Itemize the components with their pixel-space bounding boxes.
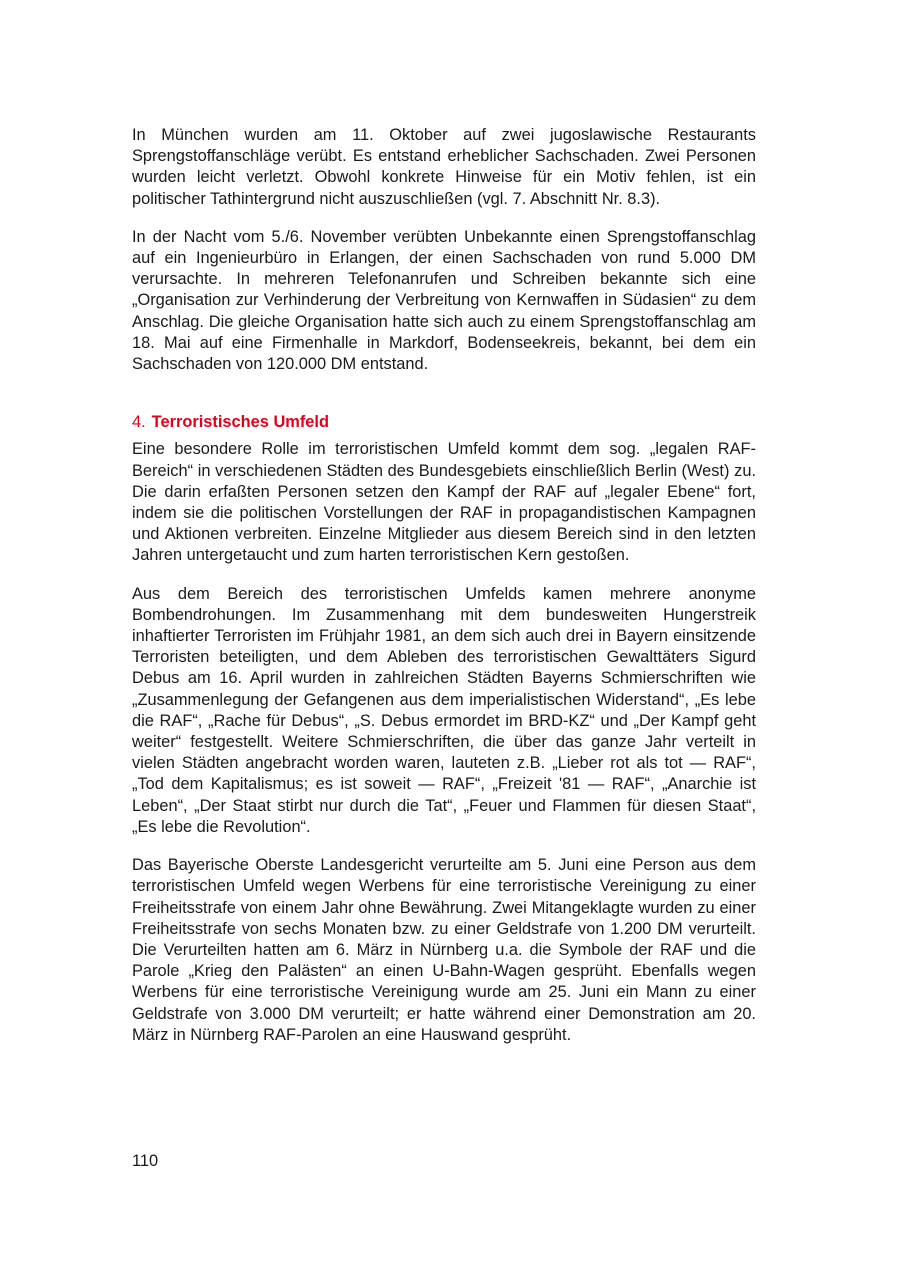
paragraph-erlangen-attack: In der Nacht vom 5./6. November verübten Unbekannte einen Sprengstoffanschlag auf ein Ingenieurbüro in Erlangen, der einen Sachschaden von rund 5.000 DM verursachte. In mehreren Telefonanrufen und Schreiben bekannte sich eine „Organisation zur Verhinderung der Verbreitung von Kernwaffen in Südasien“ zu dem Anschlag. Die gleiche Organisation hatte sich auch zu einem Sprengstoffanschlag am 18. Mai auf eine Firmenhalle in Markdorf, Bodenseekreis, bekannt, bei dem ein Sachschaden von 120.000 DM entstand. bbox=[132, 227, 756, 374]
paragraph-legal-raf-area: Eine besondere Rolle im terroristischen Umfeld kommt dem sog. „legalen RAF-Bereich“ in verschiedenen Städten des Bundesgebiets einschließlich Berlin (West) zu. Die darin erfaßten Personen setzen den Kampf der RAF auf „legaler Ebene“ fort, indem sie die politischen Vorstellungen der RAF in propagandistischen Kampagnen und Aktionen verbreiten. Einzelne Mitglieder aus diesem Bereich sind in den letzten Jahren untergetaucht und zum harten terroristischen Kern gestoßen. bbox=[132, 440, 756, 565]
paragraph-munich-restaurants: In München wurden am 11. Oktober auf zwei jugoslawische Restaurants Sprengstoffanschläge verübt. Es entstand erheblicher Sachschaden. Zwei Personen wurden leicht verletzt. Obwohl konkrete Hinweise für ein Motiv fehlen, ist ein politischer Tathintergrund nicht auszuschließen (vgl. 7. Abschnitt Nr. 8.3). bbox=[132, 126, 756, 208]
page-number: 110 bbox=[132, 1152, 159, 1170]
document-page bbox=[132, 125, 756, 1046]
paragraph-graffiti: Aus dem Bereich des terroristischen Umfelds kamen mehrere anonyme Bombendrohungen. Im Zusammenhang mit dem bundesweiten Hungerstreik inhaftierter Terroristen im Frühjahr 1981, an dem sich auch drei in Bayern einsitzende Terroristen beteiligten, und dem Ableben des terroristischen Gewalttäters Sigurd Debus am 16. April wurden in zahlreichen Städten Bayerns Schmierschriften wie „Zusammenlegung der Gefangenen aus dem imperialistischen Widerstand“, „Es lebe die RAF“, „Rache für Debus“, „S. Debus ermordet im BRD-KZ“ und „Der Kampf geht weiter“ festgestellt. Weitere Schmierschriften, die über das ganze Jahr verteilt in vielen Städten angebracht worden waren, lauteten z.B. „Lieber rot als tot — RAF“, „Tod dem Kapitalismus; es ist soweit — RAF“, „Freizeit '81 — RAF“, „Anarchie ist Leben“, „Der Staat stirbt nur durch die Tat“, „Feuer und Flammen für diesen Staat“, „Es lebe die Revolution“. bbox=[132, 584, 756, 836]
section-heading bbox=[132, 412, 756, 433]
section-number: 4. bbox=[132, 413, 146, 432]
section-title: Terroristisches Umfeld bbox=[151, 413, 329, 432]
paragraph-court-verdicts: Das Bayerische Oberste Landesgericht verurteilte am 5. Juni eine Person aus dem terroristischen Umfeld wegen Werbens für eine terroristische Vereinigung zu einer Freiheitsstrafe von einem Jahr ohne Bewährung. Zwei Mitangeklagte wurden zu einer Freiheitsstrafe von sechs Monaten bzw. zu einer Geldstrafe von 1.200 DM verurteilt. Die Verurteilten hatten am 6. März in Nürnberg u.a. die Symbole der RAF und die Parole „Krieg den Palästen“ an einen U-Bahn-Wagen gesprüht. Ebenfalls wegen Werbens für eine terroristische Vereinigung wurde am 25. Juni ein Mann zu einer Geldstrafe von 3.000 DM verurteilt; er hatte während einer Demonstration am 20. März in Nürnberg RAF-Parolen an eine Hauswand gesprüht. bbox=[132, 856, 756, 1044]
